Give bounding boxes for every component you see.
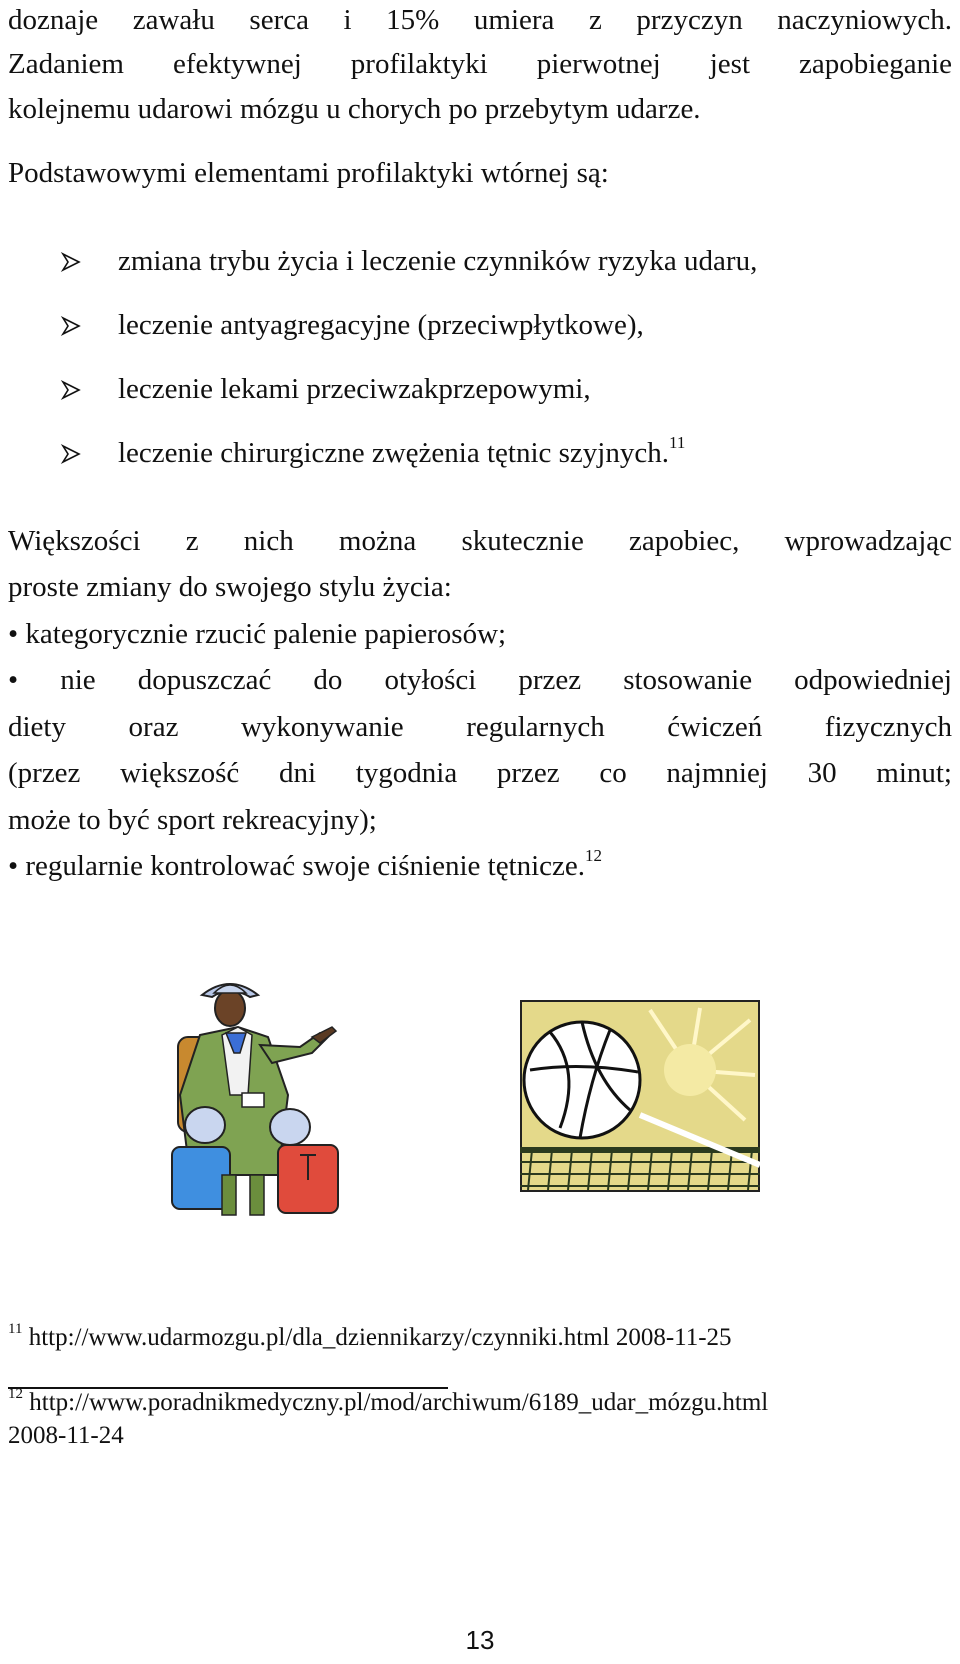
text-line: (przez większość dni tygodnia przez co najmniej 30 minut;	[8, 757, 952, 789]
footnote-ref: 12	[585, 846, 603, 865]
list-item-text: leczenie lekami przeciwzakprzepowymi,	[118, 373, 591, 405]
footnote-ref: 11	[668, 433, 686, 452]
text-line: • kategorycznie rzucić palenie papierosów;	[8, 618, 507, 650]
text-line: diety oraz wykonywanie regularnych ćwiczeń fizycznych	[8, 711, 952, 743]
text-line: proste zmiany do swojego stylu życia:	[8, 571, 452, 603]
text-line: doznaje zawału serca i 15% umiera z przyczyn naczyniowych.	[8, 4, 952, 36]
footnote	[8, 1387, 768, 1419]
footnote	[8, 1322, 732, 1354]
arrowhead-bullet-icon	[60, 307, 88, 346]
list-item-text-content: leczenie chirurgiczne zwężenia tętnic szyjnych.	[118, 437, 669, 469]
footnote-number: 11	[8, 1321, 23, 1337]
list-item-text	[118, 435, 685, 471]
arrowhead-bullet-icon	[60, 435, 88, 474]
arrowhead-bullet-icon	[60, 371, 88, 410]
footnote-text: http://www.poradnikmedyczny.pl/mod/archiwum/6189_udar_mózgu.html	[23, 1389, 769, 1416]
text-line-content: • regularnie kontrolować swoje ciśnienie tętnicze.	[8, 850, 586, 882]
footnote-continuation: 2008-11-24	[8, 1422, 124, 1449]
volleyball-clipart	[520, 1000, 760, 1192]
footnote-number: 12	[8, 1386, 23, 1402]
footnote-text: http://www.udarmozgu.pl/dla_dziennikarzy/czynniki.html 2008-11-25	[22, 1324, 732, 1351]
list-item-text: zmiana trybu życia i leczenie czynników ryzyka udaru,	[118, 245, 758, 277]
page-number: 13	[465, 1625, 495, 1655]
text-line: Większości z nich można skutecznie zapobiec, wprowadzając	[8, 525, 952, 557]
arrowhead-bullet-icon	[60, 243, 88, 282]
list-item-text: leczenie antyagregacyjne (przeciwpłytkowe),	[118, 309, 644, 341]
text-line: • nie dopuszczać do otyłości przez stosowanie odpowiedniej	[8, 664, 952, 696]
text-line: kolejnemu udarowi mózgu u chorych po przebytym udarze.	[8, 93, 701, 125]
scout-leader-clipart	[160, 975, 350, 1220]
text-line: Zadaniem efektywnej profilaktyki pierwotnej jest zapobieganie	[8, 48, 952, 80]
text-line: może to być sport rekreacyjny);	[8, 804, 377, 836]
text-line	[8, 848, 602, 884]
text-line: Podstawowymi elementami profilaktyki wtórnej są:	[8, 157, 609, 189]
